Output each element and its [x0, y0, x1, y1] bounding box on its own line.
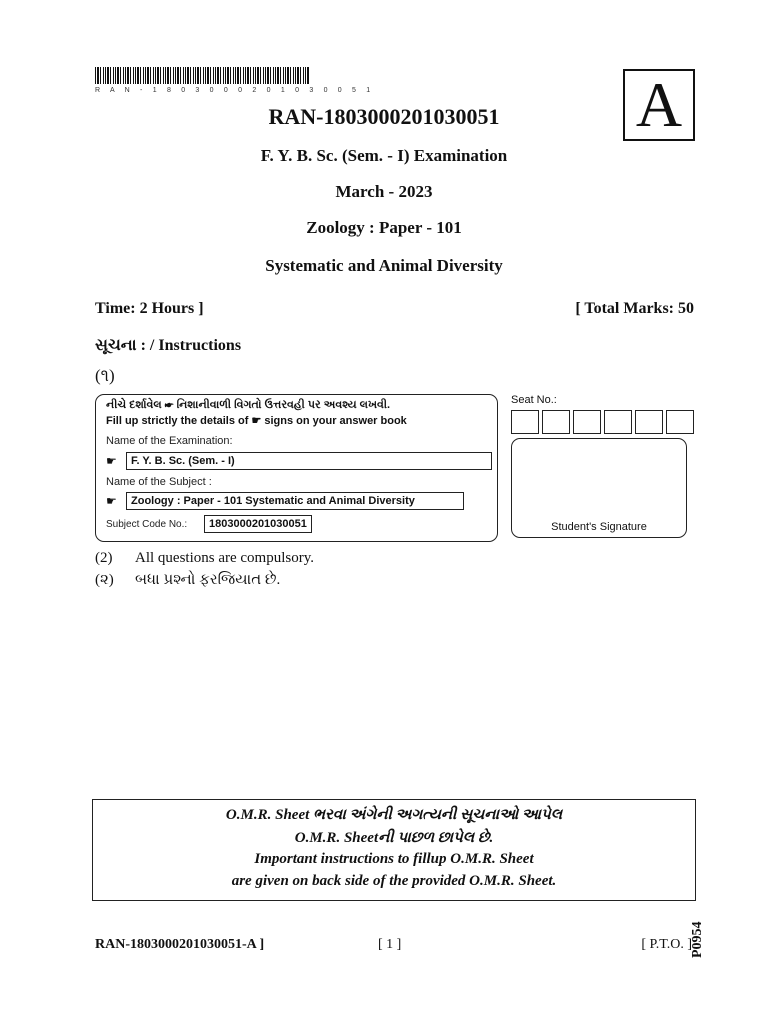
- subject-code-label: Subject Code No.:: [106, 519, 188, 530]
- footer-page-number: [ 1 ]: [378, 937, 402, 952]
- subject-name-label: Name of the Subject :: [106, 476, 212, 488]
- seat-cell: [635, 410, 663, 434]
- seat-cell: [511, 410, 539, 434]
- instruction-2-gu-number: (૨): [95, 572, 114, 588]
- omr-notice-line-4: are given on back side of the provided O.M.R. Sheet.: [231, 873, 557, 889]
- total-marks: [ Total Marks: 50: [575, 300, 694, 317]
- vertical-print-code: P0954: [690, 921, 705, 958]
- exam-name-field: F. Y. B. Sc. (Sem. - I): [126, 452, 492, 470]
- seat-cell: [604, 410, 632, 434]
- seat-cell: [573, 410, 601, 434]
- seat-cell: [666, 410, 694, 434]
- footer-pto: [ P.T.O. ]: [641, 937, 692, 952]
- subject-name-field: Zoology : Paper - 101 Systematic and Animal Diversity: [126, 492, 464, 510]
- barcode: [95, 67, 309, 84]
- footer-paper-code: RAN-1803000201030051-A ]: [95, 937, 265, 952]
- pointer-hand-icon: ☛: [106, 454, 117, 468]
- student-signature-label: Student's Signature: [551, 521, 647, 533]
- seat-number-label: Seat No.:: [511, 394, 557, 406]
- pointer-hand-icon: ☛: [106, 494, 117, 508]
- student-signature-box: [511, 438, 687, 538]
- subject-title: Systematic and Animal Diversity: [265, 256, 503, 275]
- omr-notice-box: [92, 799, 696, 901]
- answer-book-details-box: [95, 394, 498, 542]
- seat-number-cells: [511, 410, 697, 434]
- exam-month: March - 2023: [335, 182, 433, 201]
- instruction-2-gujarati: [95, 571, 280, 589]
- barcode-text: R A N - 1 8 0 3 0 0 0 2 0 1 0 3 0 0 5 1: [95, 87, 375, 94]
- exam-title: F. Y. B. Sc. (Sem. - I) Examination: [260, 146, 508, 165]
- subject-code-field: 1803000201030051: [204, 515, 312, 533]
- instruction-2-number: (2): [95, 550, 113, 566]
- paper-title: Zoology : Paper - 101: [306, 218, 462, 237]
- set-letter-box: A: [623, 69, 695, 141]
- gujarati-fill-instruction: નીચે દર્શાવેલ ☛ નિશાનીવાળી વિગતો ઉત્તરવહી પર અવશ્ય લખવી.: [106, 399, 391, 411]
- instruction-2-gu-text: બધા પ્રશ્નો ફરજિયાત છે.: [135, 572, 281, 588]
- time-duration: Time: 2 Hours ]: [95, 300, 204, 317]
- seat-cell: [542, 410, 570, 434]
- exam-name-label: Name of the Examination:: [106, 435, 233, 447]
- english-fill-instruction: Fill up strictly the details of ☛ signs on your answer book: [106, 415, 407, 427]
- omr-notice-line-1: O.M.R. Sheet ભરવા અંગેની અગત્યની સૂચનાઓ આપેલ: [225, 807, 563, 823]
- instruction-2-english: [95, 550, 314, 567]
- omr-notice-line-3: Important instructions to fillup O.M.R. Sheet: [254, 851, 534, 867]
- instructions-heading: સૂચના : / Instructions: [95, 337, 242, 354]
- instruction-1-number: (૧): [95, 366, 115, 385]
- omr-notice-line-2: O.M.R. Sheetની પાછળ છાપેલ છે.: [294, 830, 494, 846]
- instruction-2-text: All questions are compulsory.: [135, 550, 314, 566]
- paper-code-title: RAN-1803000201030051: [268, 104, 500, 129]
